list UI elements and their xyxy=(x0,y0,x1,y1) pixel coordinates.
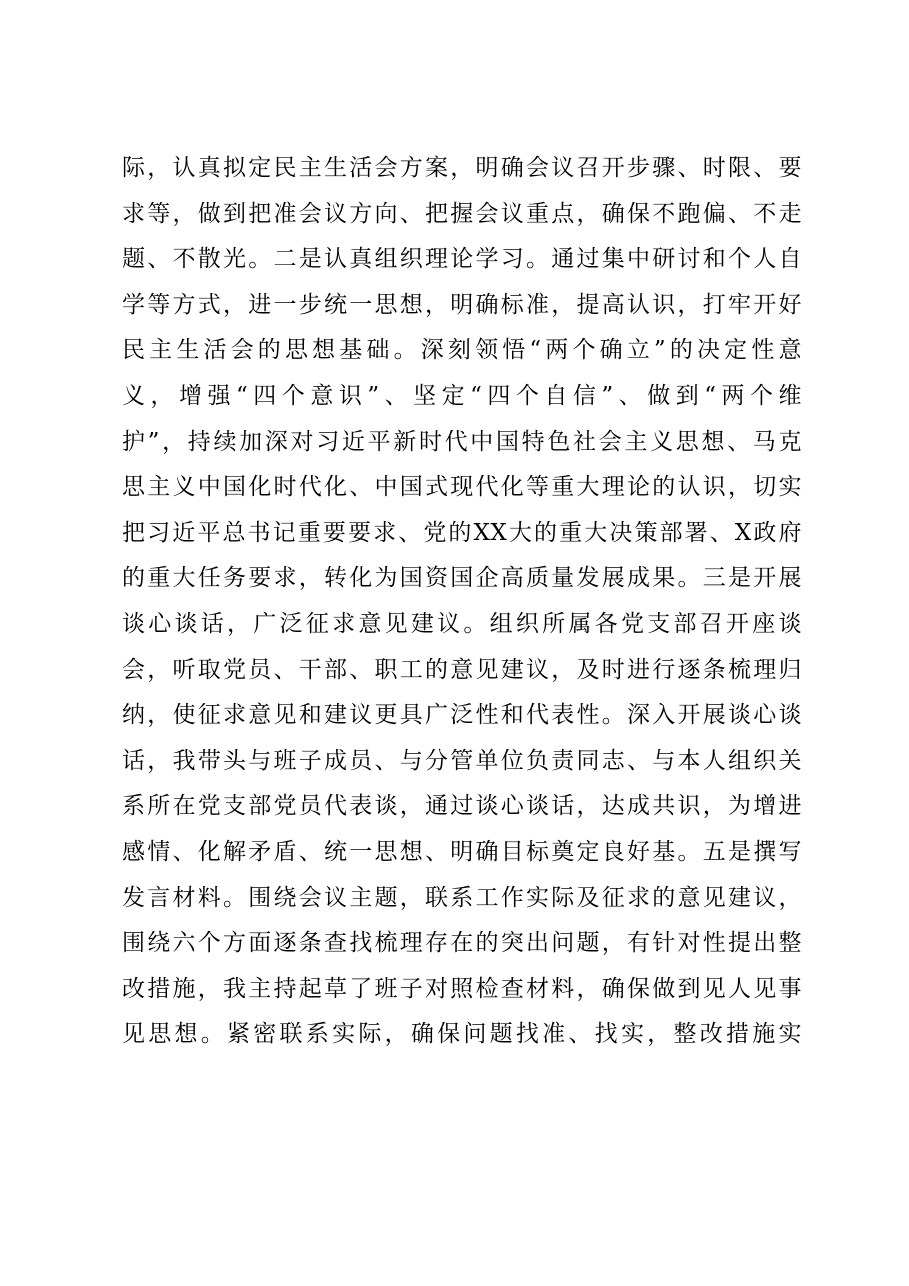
text-line: 见思想。紧密联系实际，确保问题找准、找实，整改措施实 xyxy=(122,1021,802,1048)
text-line: 思主义中国化时代化、中国式现代化等重大理论的认识，切实 xyxy=(122,474,802,501)
text-line: 把习近平总书记重要要求、党的XX大的重大决策部署、X政府 xyxy=(122,519,802,546)
text-line: 际，认真拟定民主生活会方案，明确会议召开步骤、时限、要 xyxy=(122,155,802,181)
text-line: 义，增强“四个意识”、坚定“四个自信”、做到“两个维 xyxy=(122,382,802,409)
text-line: 护”，持续加深对习近平新时代中国特色社会主义思想、马克 xyxy=(122,428,802,455)
text-line: 发言材料。围绕会议主题，联系工作实际及征求的意见建议， xyxy=(122,884,802,911)
text-line: 改措施，我主持起草了班子对照检查材料，确保做到见人见事 xyxy=(122,975,802,1002)
text-line: 话，我带头与班子成员、与分管单位负责同志、与本人组织关 xyxy=(122,747,802,774)
text-line: 求等，做到把准会议方向、把握会议重点，确保不跑偏、不走 xyxy=(122,200,802,227)
text-line: 的重大任务要求，转化为国资国企高质量发展成果。三是开展 xyxy=(122,565,802,592)
text-line: 感情、化解矛盾、统一思想、明确目标奠定良好基。五是撰写 xyxy=(122,838,802,865)
text-line: 系所在党支部党员代表谈，通过谈心谈话，达成共识，为增进 xyxy=(122,793,802,820)
text-line: 纳，使征求意见和建议更具广泛性和代表性。深入开展谈心谈 xyxy=(122,702,802,729)
text-line: 学等方式，进一步统一思想，明确标准，提高认识，打牢开好 xyxy=(122,291,802,318)
body-text xyxy=(122,146,802,1058)
text-line: 题、不散光。二是认真组织理论学习。通过集中研讨和个人自 xyxy=(122,246,802,273)
text-line: 民主生活会的思想基础。深刻领悟“两个确立”的决定性意 xyxy=(122,337,802,364)
text-line: 围绕六个方面逐条查找梳理存在的突出问题，有针对性提出整 xyxy=(122,930,802,957)
text-line: 谈心谈话，广泛征求意见建议。组织所属各党支部召开座谈 xyxy=(122,610,802,637)
text-line: 会，听取党员、干部、职工的意见建议，及时进行逐条梳理归 xyxy=(122,656,802,683)
